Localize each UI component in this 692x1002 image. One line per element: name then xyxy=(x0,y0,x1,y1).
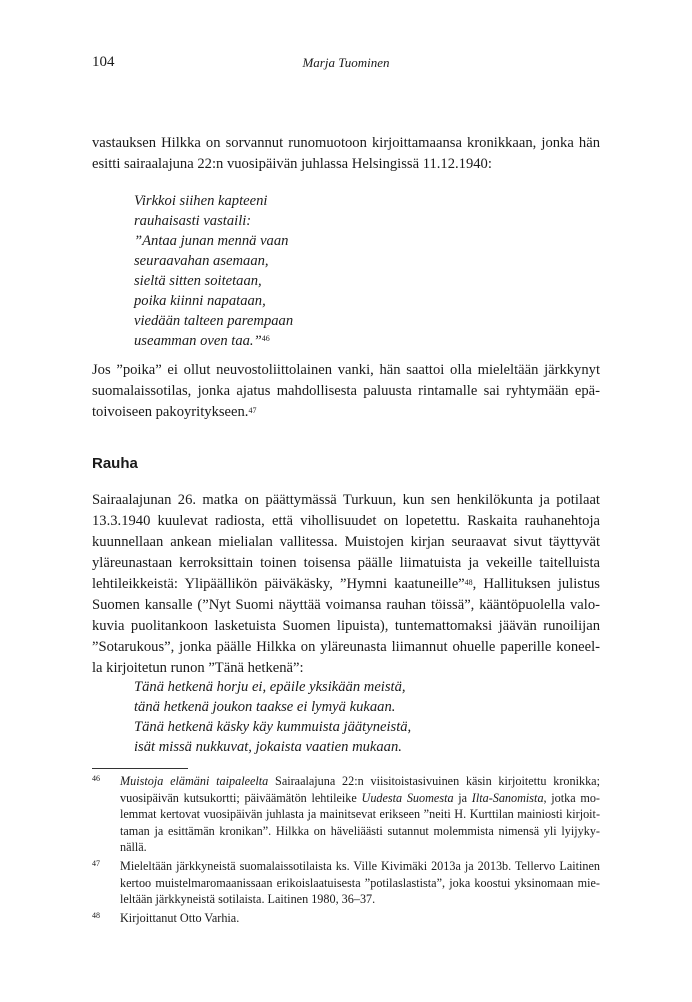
text-line: yläreunastaan kerroksittain toinen toisensa päälle liimatuista ja vekeille taitelluista xyxy=(92,555,600,571)
text-line: esitti sairaalajuna 22:n vuosipäivän juhlassa Helsingissä 11.12.1940: xyxy=(92,156,492,172)
text-line: 13.3.1940 kuulevat radiosta, että vihollisuudet on lopetettu. Raskaita rauhanehtoja xyxy=(92,513,600,529)
verse-line: viedään talteen parempaan xyxy=(134,313,294,329)
footnote-text: vuosipäivän kutsukortti; päiväämätön lehtileike xyxy=(120,790,362,805)
verse-line-text: useamman oven taa.” xyxy=(134,333,262,349)
text-line: la kirjoitetun runon ”Tänä hetkenä”: xyxy=(92,660,304,676)
footnote-48 xyxy=(92,910,600,927)
running-head: Marja Tuominen xyxy=(302,55,390,70)
footnote-line: nällä. xyxy=(120,840,147,855)
verse-line-last xyxy=(134,331,293,351)
footnote-line: leltään järkkyneistä sotilaista. Laitinen 1980, 36–37. xyxy=(120,892,376,907)
footnote-line: taman ja esittämän kronikan”. Hilkka on häveliäästi sutannut molemmista nimensä yli lyijyky- xyxy=(120,823,600,838)
paragraph-poika xyxy=(92,360,600,423)
footnote-ref-46[interactable]: 46 xyxy=(261,334,270,343)
footnote-title: Muistoja elämäni taipaleelta xyxy=(120,774,269,788)
footnote-number: 46 xyxy=(92,774,100,783)
paragraph-intro xyxy=(92,133,600,175)
footnote-46 xyxy=(92,773,600,856)
footnote-line: Mieleltään järkkyneistä suomalaissotilaista ks. Ville Kivimäki 2013a ja 2013b. Tellervo Laitinen xyxy=(120,858,600,873)
footnote-line: lemmat kertovat vuosipäivän juhlasta ja mainitsevat erikseen ”neiti H. Kurttilan mainiosti kirjoit- xyxy=(120,807,600,822)
text-line: ”Sotarukous”, jonka päälle Hilkka on yläreunasta liimannut ohuelle paperille koneel- xyxy=(92,639,600,655)
footnotes xyxy=(92,773,600,928)
text-line: kuvia puolitankoon lasketuista Suomen lipuista), tuntemattomaksi jäävän runoilijan xyxy=(92,618,600,634)
footnote-text: ja xyxy=(453,790,472,805)
verse-line: rauhaisasti vastaili: xyxy=(134,213,252,229)
footnote-source: Uudesta Suomesta xyxy=(361,790,454,805)
text-line-with-ref xyxy=(92,574,600,595)
text-line: Sairaalajunan 26. matka on päättymässä Turkuun, kun sen henkilökunta ja potilaat xyxy=(92,492,600,508)
verse-line: Virkkoi siihen kapteeni xyxy=(134,193,268,209)
footnote-line: Kirjoittanut Otto Varhia. xyxy=(120,910,240,925)
footnote-divider xyxy=(92,768,188,769)
verse-line: sieltä sitten soitetaan, xyxy=(134,273,262,289)
text-line: vastauksen Hilkka on sorvannut runomuotoon kirjoittamaansa kronikkaan, jonka hän xyxy=(92,135,600,151)
footnote-text: , jotka mo- xyxy=(543,790,600,805)
verse-line: poika kiinni napataan, xyxy=(134,293,266,309)
section-heading: Rauha xyxy=(92,455,138,472)
text-line: suomalaissotilas, jonka ajatus mahdollisesta paluusta rintamalle sai ryhtymään epä- xyxy=(92,383,600,399)
verse-line: Tänä hetkenä käsky käy kummuista jäätyneistä, xyxy=(134,719,412,735)
footnote-ref-47[interactable]: 47 xyxy=(248,406,257,415)
footnote-text: Sairaalajuna 22:n viisitoistasivuinen käsin kirjoitettu kronikka; xyxy=(268,774,600,788)
text-segment: lehtileikkeistä: Ylipäällikön päiväkäsky, ”Hymni kaatuneille” xyxy=(92,576,465,592)
footnote-ref-48[interactable]: 48 xyxy=(464,578,473,587)
text-segment: , Hallituksen julistus xyxy=(472,576,600,592)
verse-line: seuraavahan asemaan, xyxy=(134,253,269,269)
footnote-number: 48 xyxy=(92,910,100,920)
text-line: Suomen kansalle (”Nyt Suomi näyttää voimansa rauhan töissä”, kääntöpuolella valo- xyxy=(92,597,600,613)
verse-line: ”Antaa junan mennä vaan xyxy=(134,233,289,249)
footnote-line xyxy=(120,790,600,807)
page-number: 104 xyxy=(92,54,115,70)
paragraph-rauha xyxy=(92,490,600,679)
text-line: Jos ”poika” ei ollut neuvostoliittolainen vanki, hän saattoi olla mieleltään järkkynyt xyxy=(92,362,600,378)
footnote-line: kertoo muistelmaromaanissaan erikoislaatuisesta ”potilaslastista”, joka koostui yksinomaan mie- xyxy=(120,875,600,890)
verse-kronikka xyxy=(134,191,293,351)
footnote-line xyxy=(120,773,600,790)
footnote-47 xyxy=(92,858,600,908)
text-line-last xyxy=(92,402,600,423)
verse-tana-hetkena xyxy=(134,677,411,757)
text-line: kuunnellaan ankean mielialan vallitessa. Muistojen kirjan seuraavat sivut täyttyvät xyxy=(92,534,600,550)
verse-line: tänä hetkenä joukon taakse ei lymyä kukaan. xyxy=(134,699,396,715)
text-line-content: toivoiseen pakoyritykseen. xyxy=(92,404,249,420)
verse-line: Tänä hetkenä horju ei, epäile yksikään meistä, xyxy=(134,679,406,695)
footnote-source: Ilta-Sanomista xyxy=(471,790,544,805)
footnote-number: 47 xyxy=(92,858,100,868)
verse-line: isät missä nukkuvat, jokaista vaatien mukaan. xyxy=(134,739,402,755)
